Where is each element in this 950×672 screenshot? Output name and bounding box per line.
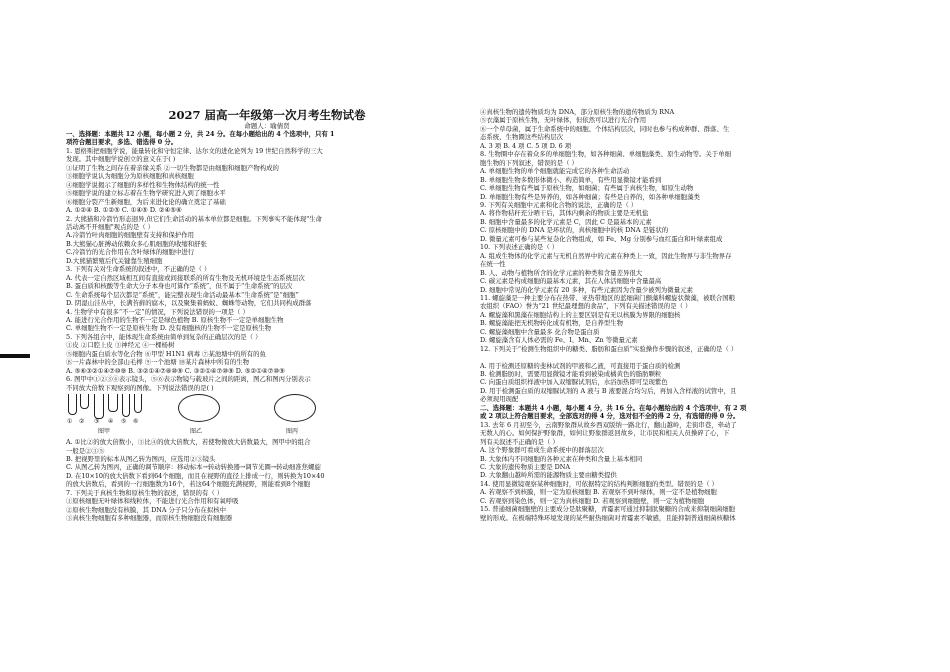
question-text: 10. 下列表述正确的是（ ） (480, 243, 559, 252)
objective-lens-6 (134, 394, 142, 413)
question-text: 5. 下列各组合中，能体现生命系统由简单到复杂的正确层次的是（ ） (66, 332, 262, 341)
question-text: 壁的形成。在极端特殊环境发现的某些耐热细菌对青霉素不敏感，且能抑制普通细菌核糖体 (480, 513, 736, 522)
question-text: 8. 生物圈中存在着众多的单细胞生物，如各种细菌、单细胞藻类、原生动物等。关于单细 (480, 150, 731, 159)
question-text: ①原核细胞无叶绿体和线粒体，不能进行光合作用和有氧呼吸 (66, 497, 239, 506)
question-text: C. 螺旋藻细胞中含量最多 化合物是蛋白质 (480, 327, 600, 336)
eyepiece-lens-1 (68, 394, 77, 415)
tube-label: ① (67, 418, 73, 426)
question-text: A. 能进行光合作用的生物不一定是绿色植物 B. 原核生物不一定是单细胞生物 (66, 315, 284, 324)
question-text: 3. 下列有关对生命系统的叙述中，不正确的是（ ） (66, 265, 211, 274)
question-text: B. 检测脂肪时，需要用显微镜才能看到被染成橘黄色的脂肪颗粒 (480, 370, 662, 379)
question-text: 无数人的心。如何保护野象群，如何让野象群返回故乡，让市民和相关人员操碎了心，下 (480, 429, 730, 438)
question-text: 一般是②③⑤ (66, 446, 105, 455)
question-text: D. 阴湿山洼丛中，长满苔藓的腐木，以及聚集着蚂蚁、蜘蛛等动物，它们共同构成群落 (66, 299, 312, 308)
question-text: 12. 下列关于“检测生物组织中的糖类、脂肪和蛋白质”实验操作步骤的叙述，正确的是（ ） (480, 344, 738, 353)
question-text: D. 细胞中常见的化学元素有 20 多种，有些元素因为含量少被列为微量元素 (480, 285, 693, 294)
question-text: C. 向蛋白质组织样液中加入双缩脲试剂后，水浴加热即可呈现紫色 (480, 378, 668, 387)
question-text: 11. 螺旋藻是一种主要分布在热带、亚热带地区的蓝细菌门颤藻科螺旋状微藻，被联合国粮 (480, 293, 736, 302)
question-text: C. 若观察到染色体，则一定为真核细胞 D. 若观察到细胞壁，则一定为植物细胞 (480, 496, 705, 505)
question-text: A. 3 项 B. 4 项 C. 5 项 D. 6 项 (480, 141, 572, 150)
question-text: A.冷箭竹叶肉细胞的细胞壁有支持和保护作用 (66, 231, 195, 240)
question-text: C. 从图乙转为图丙，正确的调节顺序：移动标本→转动转换器→调节光圈→转动细准焦螺旋 (66, 463, 321, 472)
tube-label: ② (79, 418, 85, 426)
question-text: ⑥一个草母菌，属于生命系统中的细胞、个体结构层次，同时也参与构成种群、群落、生 (480, 124, 730, 133)
question-text: D. 单细胞生物有些是异养的，如各种细菌；有些是自养的，如各种单细胞藻类 (480, 192, 700, 201)
question-text: ⑤衣藻属于原核生物，无叶绿体，但依然可以进行光合作用 (480, 116, 647, 125)
question-text: A. 螺旋藻和黑藻在细胞结构上的主要区别是有无以核膜为界限的细胞核 (480, 310, 681, 319)
question-text: 9. 下列有关细胞中元素和化合物的说法，正确的是（ ） (480, 200, 638, 209)
question-text: C. 碳元素是构成细胞的最基本元素，其在人体活细胞中含量最高 (480, 277, 662, 286)
question-text: 2. 大熊猫和冷箭竹形态迥异,但它们生命活动的基本单位都是细胞。下列事实不能体现"生命 (66, 214, 322, 223)
question-text: B. 人、动物与植物所含的化学元素的种类和含量差异很大 (480, 268, 643, 277)
question-text: A. 这个野象群可看成生命系统中的群落层次 (480, 446, 604, 455)
question-text: D. 螺旋藻含有人体必需的 Fe、I、Mn、Zn 等微量元素 (480, 336, 638, 345)
question-text: C. 单细胞生物有些属于原核生物，如细菌；有些属于真核生物，如原生动物 (480, 184, 694, 193)
question-text: A. ⑤⑥③②①④⑦⑩⑨ B. ③②①④⑦⑧⑩⑨ C. ③②①④⑦⑩⑨ D. ⑤②①④⑦⑩⑨ (66, 366, 285, 375)
author-line: 命题人：喻倩贤 (244, 122, 290, 130)
question-text: 4. 生物学中有很多“不一定”的情况，下列说法错误的一项是（ ） (66, 307, 249, 316)
question-text: B. 螺旋藻能把无机物转化成有机物，是自养型生物 (480, 319, 623, 328)
section-one-heading: 一、选择题：本题共 12 小题，每小题 2 分，共 24 分。在每小题给出的 4 个选项中，只有 1 (66, 130, 335, 138)
question-text: C. 生命系统每个层次都是“系统”，能完整表现生命活动最基本“生命系统”是“细胞” (66, 290, 299, 299)
question-text: 活动离不开细胞"观点的是（ ） (66, 222, 155, 231)
question-text: D.大熊猫繁殖后代关键靠生殖细胞 (66, 256, 163, 265)
question-text: ①皮 ②口腔上皮 ③神经元 ④一棵杨树 (66, 341, 175, 350)
question-text: D. 微量元素可参与某些复杂化合物组成，如 Fe、Mg 分别参与血红蛋白和叶绿素组成 (480, 234, 723, 243)
microscope-figure (66, 393, 468, 437)
question-text: A. ①比②的放大倍数小，③比④的放大倍数大，若使物像放大倍数最大，图甲中的组合 (66, 438, 311, 447)
tube-label: ③ (94, 418, 100, 426)
question-text: ①证明了生物之间存在着亲缘关系 ②一切生物都是由细胞和细胞产物构成的 (66, 163, 279, 172)
question-text: D. 在10×10的放大倍数下看到64个细胞，而且在视野的直径上排成一行，则转换为10×40 (66, 471, 325, 480)
section-two-heading: 二、选择题：本题共 4 小题，每小题 4 分，共 16 分。在每小题给出的 4 个选项中，有 2 项 (480, 403, 747, 412)
section-one-heading-2: 项符合题目要求，多选、错选得 0 分。 (66, 138, 178, 147)
question-text: ④真核生物的遗传物质均为 DNA，部分原核生物的遗传物质为 RNA (480, 108, 675, 116)
question-text: ④细胞学说揭示了细胞的多样性和生物体结构的统一性 (66, 180, 220, 189)
objective-lens-4 (108, 394, 118, 412)
question-text: 14. 使用显微镜观察某种细胞时，可依据特定的结构判断细胞的类型。错误的是（ ） (480, 479, 718, 488)
section-two-heading-2: 或 2 项以上符合题目要求，全部选对的得 4 分，选对但不全的得 2 分，有选错的得 0 分。 (480, 412, 740, 421)
question-text: 在统一性 (480, 260, 506, 269)
question-text: 必须现用现配 (480, 395, 519, 404)
question-text: A. 代表一定自然区域相互间有直接或间接联系的所有生物及无机环境是生态系统层次 (66, 273, 305, 282)
question-text: 发现。其中细胞学说创立的意义在于( ) (66, 155, 176, 164)
question-text: 15. 普通细菌细胞壁的主要成分是肽聚糖，青霉素可通过抑制肽聚糖的合成来抑制细菌细胞 (480, 505, 736, 514)
question-text: 7. 下列关于真核生物和原核生物的叙述，错误的有（ ） (66, 488, 224, 497)
question-text: C. 原核细胞中的 DNA 是环状的，真核细胞中的核 DNA 是链状的 (480, 226, 669, 235)
question-text: ③细胞学说认为细胞分为原核细胞和真核细胞 (66, 172, 194, 181)
question-text: ⑤细胞内蛋白质水等化合物 ⑥甲型 H1N1 病毒 ⑦某池塘中的所有的鱼 (66, 349, 266, 358)
tube-label: ⑤ (121, 418, 127, 426)
question-text: A. 若观察不到核膜，则一定为原核细胞 B. 若观察不到叶绿体，则一定不是植物细胞 (480, 488, 717, 497)
black-scale-mark (0, 354, 30, 358)
microscope-view-c (274, 394, 316, 422)
question-text: ②原核生物细胞没有核膜，其 DNA 分子只分布在拟核中 (66, 505, 226, 514)
question-text: D. 大象翻山越岭所需的能源物质主要由糖类提供 (480, 471, 617, 480)
figure-caption-c: 图丙 (286, 428, 299, 436)
question-text: B. 细胞中含量最多的化学元素是 C，因此 C 是最基本的元素 (480, 217, 652, 226)
question-text: ③真核生物细胞有多种细胞器，而原核生物细胞没有细胞器 (66, 514, 233, 523)
question-text: A. 单细胞生物的单个细胞就能完成它的各种生命活动 (480, 167, 630, 176)
eyepiece-lens-2 (80, 394, 89, 409)
question-text: ⑧一片森林中的全部山毛榉 ⑨一个池塘 ⑩某片森林中所有的生物 (66, 358, 249, 367)
question-text: 列有关叙述不正确的是（ ） (480, 437, 559, 446)
question-text: C. 大象的遗传物质主要是 DNA (480, 463, 570, 472)
question-text: ⑤细胞学说的建立标志着在生物学研究进入到了细胞水平 (66, 189, 226, 198)
question-text: B. 把视野里的标本从图乙转为图丙，应选用②③镜头 (66, 454, 216, 463)
figure-caption-a: 图甲 (98, 428, 111, 436)
question-text: B. 蛋白质和核酸等生命大分子本身也可算作“系统”，但不属于“生命系统”的层次 (66, 282, 293, 291)
question-text: 态系统、生物圈这些结构层次 (480, 133, 564, 142)
question-text: 农组织（FAO）誉为“21 世纪最理想的食品”，下列有关描述错误的是（ ） (480, 302, 692, 311)
question-text (480, 353, 890, 361)
left-column (66, 108, 468, 523)
question-text: A. 用于检测还原糖的斐林试剂的甲液和乙液，可直接用于蛋白质的检测 (480, 361, 681, 370)
microscope-view-b (178, 394, 220, 422)
question-text: 不同放大倍数下观察到的图像。下列说法错误的是( ) (66, 383, 214, 392)
question-text: 6. 图甲中①②③④表示镜头，⑤⑥表示物镜与载玻片之间的距离，图乙和图丙分别表示 (66, 375, 311, 384)
page-title: 2027 届高一年级第一次月考生物试卷 (168, 108, 366, 122)
question-text: B. 单细胞生物多数形体微小、构造简单，有些用显微镜才能看到 (480, 175, 662, 184)
objective-lens-5 (122, 394, 130, 417)
objective-lens-3 (94, 394, 104, 419)
question-text: A. 组成生物体的化学元素与无机自然界中的元素在种类上一致，因此生物界与非生物界存 (480, 251, 732, 260)
right-column (480, 108, 890, 522)
question-text: D. 用于检测蛋白质的双缩脲试剂的 A 液与 B 液要混合均匀后，再加入含样液的试管中，且 (480, 386, 737, 395)
question-text: ⑥细胞分裂产生新细胞，为后来进化论的确立奠定了基础 (66, 197, 226, 206)
question-text: 胞生物的下列叙述，错误的是（ ） (480, 158, 578, 167)
question-text: A. 将作物秸秆充分晒干后，其体内剩余的物质主要是无机盐 (480, 209, 649, 218)
tube-label: ④ (108, 418, 114, 426)
question-text: A. ①②④ B. ①②⑤ C. ①④⑤ D. ②④⑤⑥ (66, 206, 182, 215)
question-text: B.大熊猫心脏搏动依赖众多心肌细胞的收缩和舒张 (66, 239, 207, 248)
question-text: C.冷箭竹的光合作用在含叶绿体的细胞中进行 (66, 248, 195, 257)
question-text: 13. 去年 6 月初至今，云南野象群从故乡西双版纳一路北行，翻山越岭，走街串巷，牵动了 (480, 420, 737, 429)
tube-label: ⑥ (133, 418, 139, 426)
figure-caption-b: 图乙 (190, 428, 203, 436)
question-text: B. 大象体内不同细胞的各种元素在种类和含量上基本相同 (480, 454, 643, 463)
question-text: 1. 恩格斯把细胞学说，能量转化和守恒定律、达尔文的进化论列为 19 世纪自然科学的三大 (66, 146, 323, 155)
question-text: C. 单细胞生物不一定是原核生物 D. 没有细胞核的生物不一定是原核生物 (66, 324, 272, 333)
question-text: 的放大倍数后，看到的一行细胞数为16个，若这64个细胞充满视野，则能看到8个细胞 (66, 480, 310, 489)
